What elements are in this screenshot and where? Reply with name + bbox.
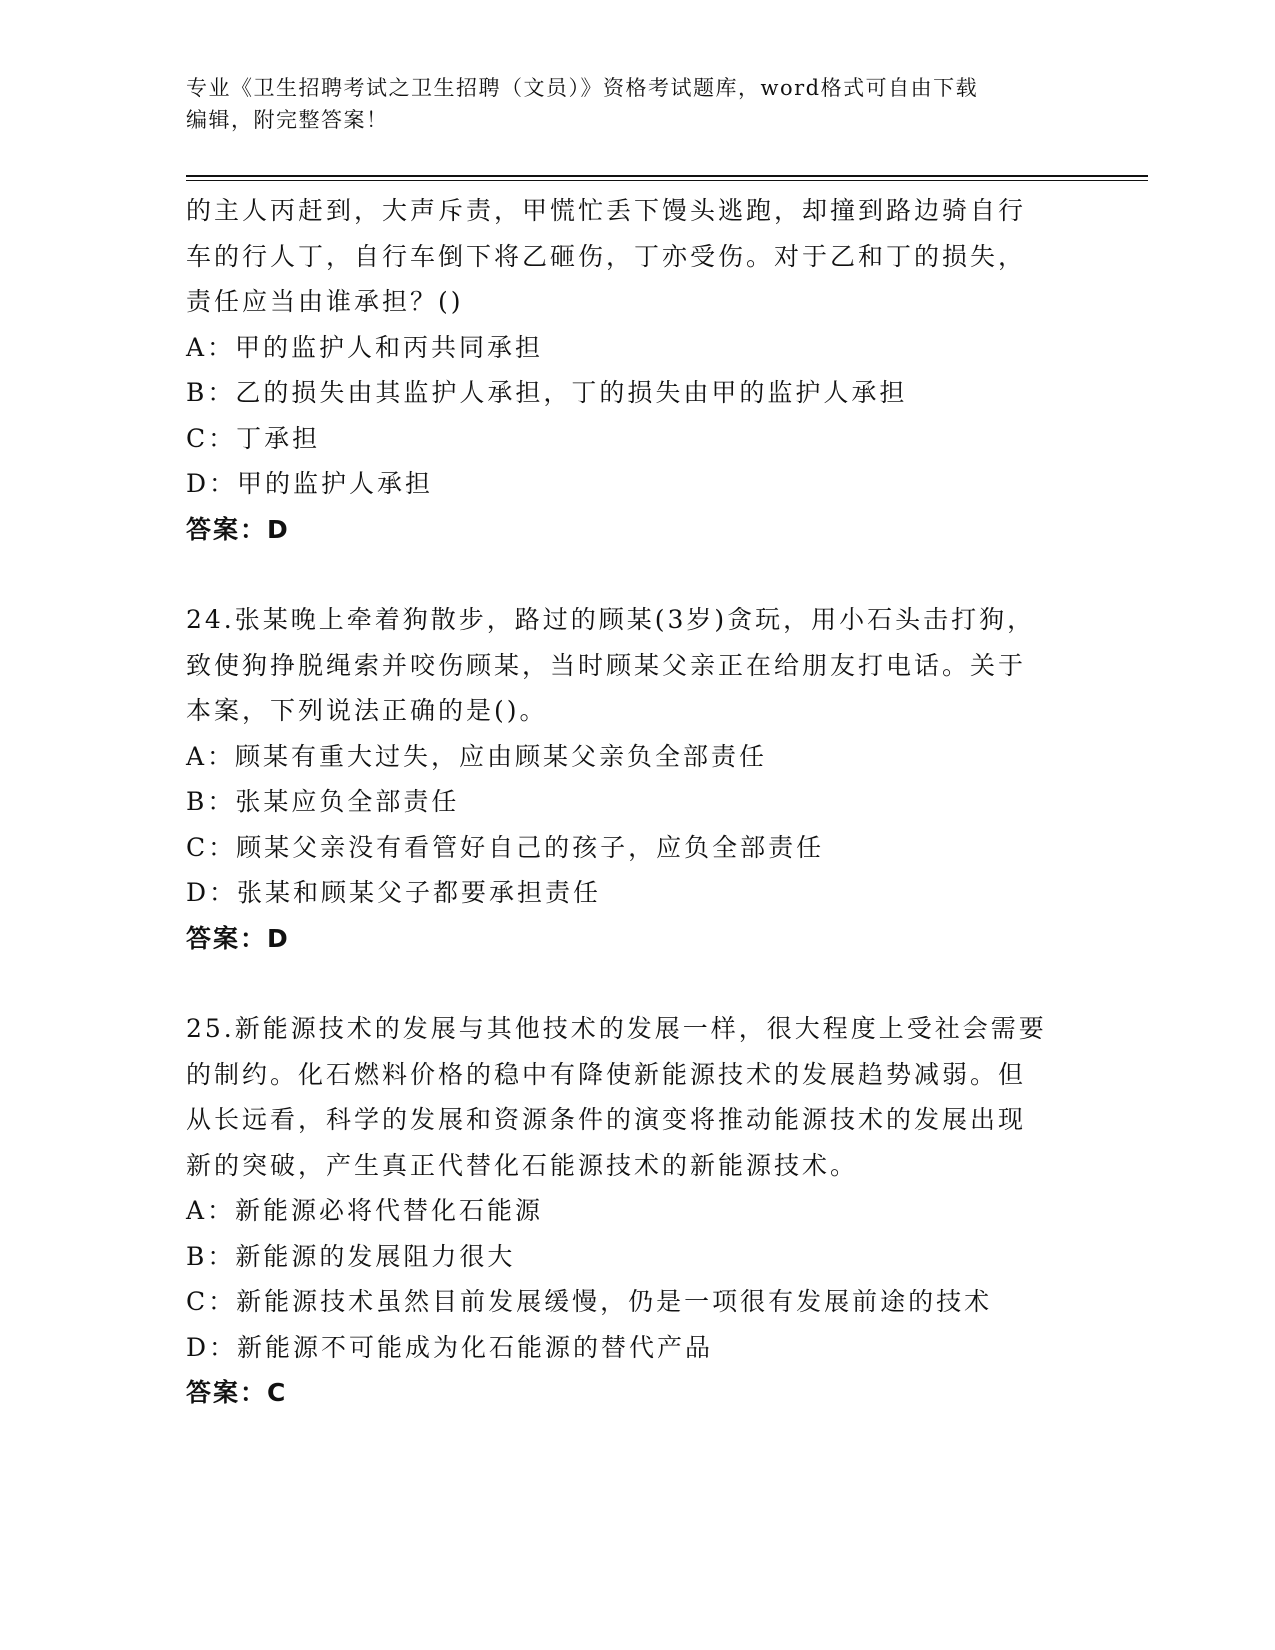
document-body [186, 188, 1086, 1416]
question-block-continued [186, 188, 1086, 552]
option-a: A：新能源必将代替化石能源 [186, 1196, 544, 1225]
question-stem-line: 责任应当由谁承担？() [186, 287, 464, 316]
question-stem-line: 新的突破，产生真正代替化石能源技术的新能源技术。 [186, 1150, 859, 1180]
question-stem-line: 从长远看，科学的发展和资源条件的演变将推动能源技术的发展出现 [186, 1105, 1027, 1134]
question-stem-line: 的制约。化石燃料价格的稳中有降使新能源技术的发展趋势减弱。但 [186, 1059, 1027, 1089]
question-stem-line: 的主人丙赶到，大声斥责，甲慌忙丢下馒头逃跑，却撞到路边骑自行 [186, 196, 1027, 225]
question-block-24 [186, 597, 1086, 961]
option-c: C：新能源技术虽然目前发展缓慢，仍是一项很有发展前途的技术 [186, 1287, 993, 1316]
option-a: A：顾某有重大过失，应由顾某父亲负全部责任 [186, 741, 768, 771]
question-block-25 [186, 1006, 1086, 1416]
option-c: C：顾某父亲没有看管好自己的孩子，应负全部责任 [186, 832, 825, 862]
page-header [186, 72, 1066, 136]
option-b: B：张某应负全部责任 [186, 787, 460, 816]
question-stem-line: 车的行人丁，自行车倒下将乙砸伤，丁亦受伤。对于乙和丁的损失， [186, 241, 1027, 271]
option-b: B：新能源的发展阻力很大 [186, 1241, 516, 1271]
question-stem-line: 致使狗挣脱绳索并咬伤顾某，当时顾某父亲正在给朋友打电话。关于 [186, 650, 1027, 680]
question-stem-line: 本案，下列说法正确的是()。 [186, 696, 548, 725]
header-line-1: 专业《卫生招聘考试之卫生招聘（文员）》资格考试题库，word格式可自由下载 [186, 76, 979, 100]
question-stem-line: 25.新能源技术的发展与其他技术的发展一样，很大程度上受社会需要 [186, 1014, 1047, 1043]
option-d: D：甲的监护人承担 [186, 469, 434, 498]
header-divider [186, 175, 1148, 181]
option-b: B：乙的损失由其监护人承担，丁的损失由甲的监护人承担 [186, 378, 908, 407]
option-d: D：张某和顾某父子都要承担责任 [186, 878, 602, 907]
option-c: C：丁承担 [186, 423, 321, 453]
option-a: A：甲的监护人和丙共同承担 [186, 332, 544, 362]
header-line-2: 编辑，附完整答案！ [186, 108, 389, 132]
answer-label: 答案：D [186, 923, 290, 953]
question-stem-line: 24.张某晚上牵着狗散步，路过的顾某(3岁)贪玩，用小石头击打狗， [186, 605, 1036, 634]
answer-label: 答案：C [186, 1378, 288, 1407]
option-d: D：新能源不可能成为化石能源的替代产品 [186, 1332, 714, 1362]
answer-label: 答案：D [186, 514, 290, 544]
